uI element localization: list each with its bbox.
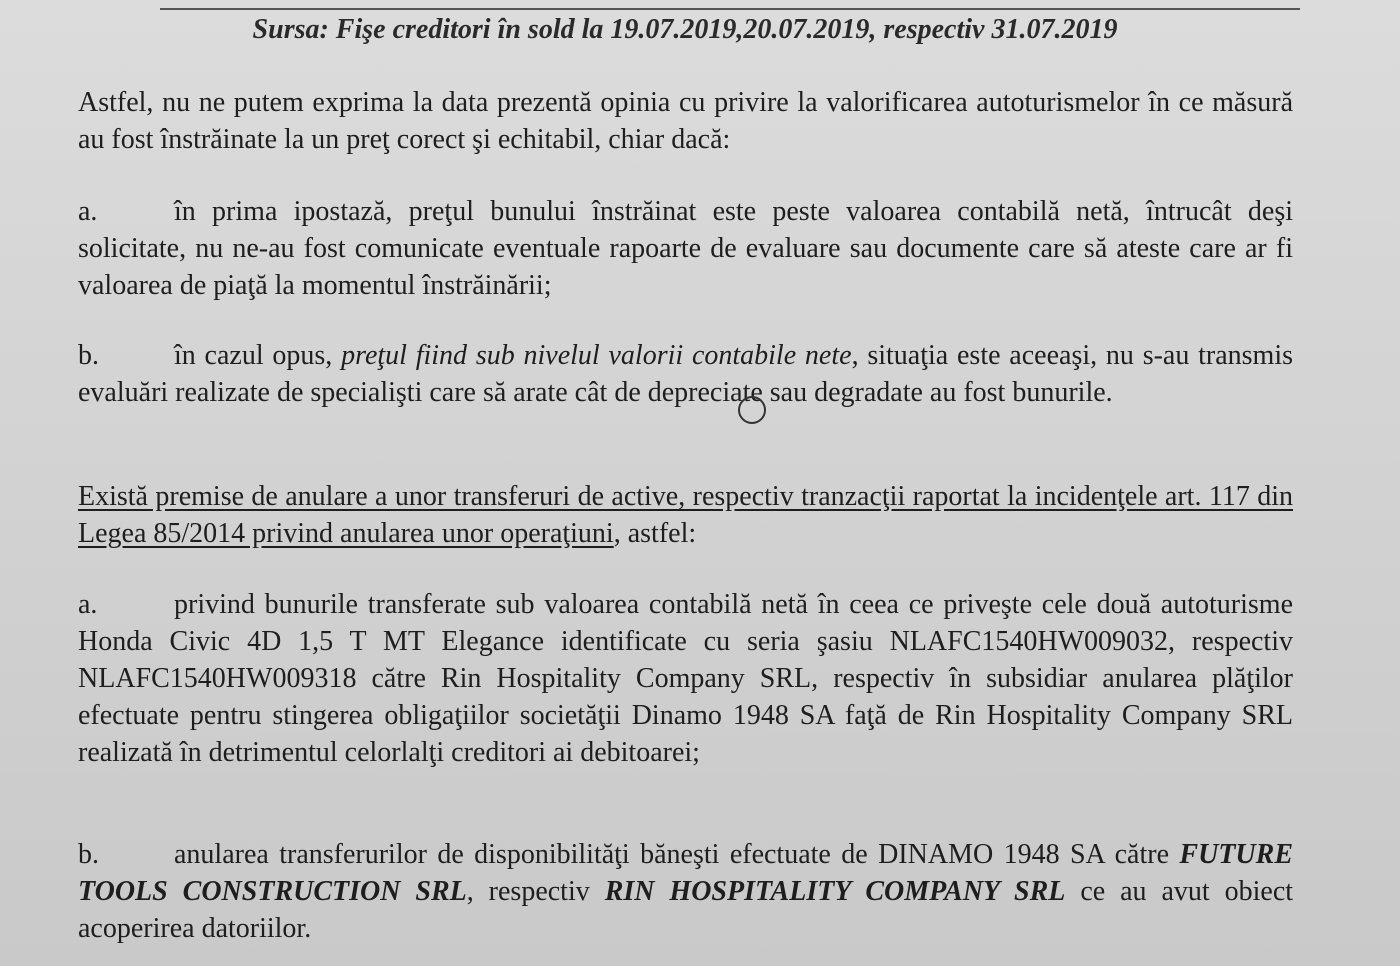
list-item-text: în prima ipostază, preţul bunului înstrăinat este peste valoarea contabilă netă, întrucât deşi solicitate, nu ne-au fost comunicate eventuale rapoarte de evaluare sau documente care să ateste care ar fi valoarea de piaţă la momentul înstrăinării; [78, 196, 1293, 301]
intro-paragraph [78, 84, 1293, 158]
intro-text: Astfel, nu ne putem exprima la data prezentă opinia cu privire la valorificarea autoturismelor în ce măsură au fost înstrăinate la un preţ corect şi echitabil, chiar dacă: [78, 87, 1293, 155]
list1-item-b [78, 337, 1293, 411]
list-marker: b. [78, 340, 99, 371]
section-rest-text: , astfel: [613, 518, 697, 549]
section-paragraph [78, 478, 1293, 552]
list-marker: a. [78, 589, 98, 620]
list2-item-b [78, 836, 1293, 947]
list-item-text-after: , situaţia este aceeaşi, nu s-au transmis evaluări realizate de specialişti care să arate cât de depreciate sau degradate au fost bunurile. [78, 340, 1294, 408]
company-name-1: FUTURE TOOLS CONSTRUCTION SRL [78, 839, 1293, 907]
list-item-text-middle: , respectiv [466, 876, 605, 907]
mouse-cursor-icon [738, 396, 766, 424]
list-marker: b. [78, 839, 99, 870]
list2-item-a [78, 586, 1293, 771]
top-rule [160, 8, 1300, 10]
list-item-text-before: anularea transferurilor de disponibilităţi băneşti efectuate de DINAMO 1948 SA către [174, 839, 1180, 870]
list-item-text: privind bunurile transferate sub valoarea contabilă netă în ceea ce priveşte cele două autoturisme Honda Civic 4D 1,5 T MT Elegance identificate cu seria şasiu NLAFC1540HW009032, respectiv NLAFC1540HW009318 către Rin Hospitality Company SRL, respectiv în subsidiar anularea plăţilor efectuate pentru stingerea obligaţiilor societăţii Dinamo 1948 SA faţă de Rin Hospitality Company SRL realizată în detrimentul celorlalţi creditori ai debitoarei; [78, 589, 1293, 768]
source-line: Sursa: Fişe creditori în sold la 19.07.2019,20.07.2019, respectiv 31.07.2019 [252, 14, 1118, 45]
section-underlined-text: Există premise de anulare a unor transferuri de active, respectiv tranzacţii raportat la incidenţele art. 117 din Legea 85/2014 privind anularea unor operaţiuni [78, 481, 1293, 549]
list1-item-a [78, 193, 1293, 304]
company-name-2: RIN HOSPITALITY COMPANY SRL [604, 876, 1066, 907]
list-item-text-before: în cazul opus, [174, 340, 342, 371]
list-item-text-after: ce au avut obiect acoperirea datoriilor. [78, 876, 1294, 944]
list-marker: a. [78, 196, 98, 227]
list-item-text-italic: preţul fiind sub nivelul valorii contabile nete [341, 340, 852, 371]
